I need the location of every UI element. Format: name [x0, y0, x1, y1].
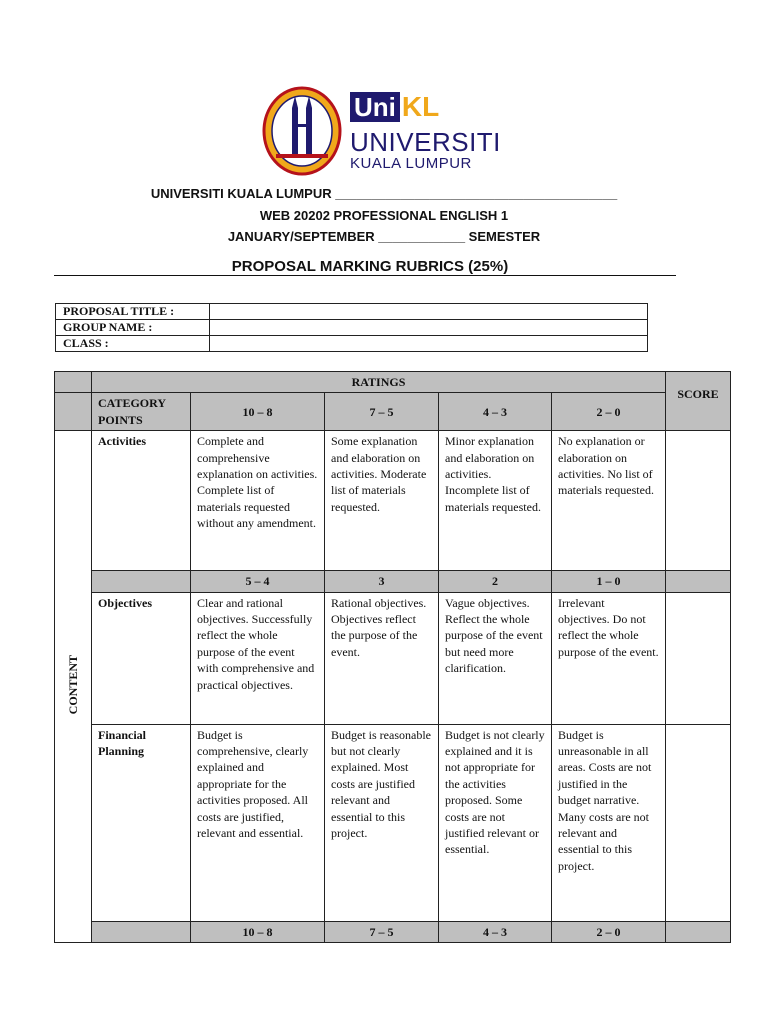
- activities-desc-4: No explanation or elaboration on activities. No list of materials requested.: [552, 431, 666, 571]
- scale-c-2: 7 – 5: [325, 921, 439, 942]
- scale-c-3: 4 – 3: [439, 921, 552, 942]
- brand-line2: KUALA LUMPUR: [350, 155, 472, 172]
- category-points-label: CATEGORY POINTS: [92, 393, 191, 431]
- scale-b-1: 5 – 4: [191, 571, 325, 592]
- financial-desc-4: Budget is unreasonable in all areas. Costs are not justified in the budget narrative. Many costs are not relevant and essential to this project.: [552, 724, 666, 921]
- scale-b-2: 3: [325, 571, 439, 592]
- class-field[interactable]: [210, 336, 648, 352]
- financial-row: [55, 724, 731, 921]
- brand-wordmark: [350, 91, 501, 172]
- corner-cell: [55, 372, 92, 393]
- content-section-label: CONTENT: [65, 654, 80, 715]
- points-header-row: [55, 393, 731, 431]
- scale-c-score-blank: [666, 921, 731, 942]
- score-label: SCORE: [666, 372, 731, 431]
- activities-desc-1: Complete and comprehensive explanation on activities. Complete list of materials requested without any amendment.: [191, 431, 325, 571]
- financial-desc-3: Budget is not clearly explained and it is not appropriate for the activities proposed. Some costs are not justified relevant or essential.: [439, 724, 552, 921]
- scale-b-4: 1 – 0: [552, 571, 666, 592]
- university-seal-icon: [262, 86, 342, 176]
- activities-desc-2: Some explanation and elaboration on activities. Moderate list of materials requested.: [325, 431, 439, 571]
- group-name-field[interactable]: [210, 320, 648, 336]
- brand-kl: KL: [401, 91, 440, 122]
- activities-desc-3: Minor explanation and elaboration on activities. Incomplete list of materials requested.: [439, 431, 552, 571]
- group-name-label: GROUP NAME :: [56, 320, 210, 336]
- proposal-title-label: PROPOSAL TITLE :: [56, 304, 210, 320]
- rubric-table: [54, 371, 731, 943]
- objectives-score[interactable]: [666, 592, 731, 724]
- scale-a-2: 7 – 5: [325, 393, 439, 431]
- class-label: CLASS :: [56, 336, 210, 352]
- activities-row: [55, 431, 731, 571]
- header-semester: JANUARY/SEPTEMBER ____________ SEMESTER: [227, 229, 541, 244]
- info-row-title: [56, 304, 648, 320]
- scale-b-score-blank: [666, 571, 731, 592]
- financial-score[interactable]: [666, 724, 731, 921]
- scale-a-1: 10 – 8: [191, 393, 325, 431]
- proposal-info-table: [55, 303, 648, 352]
- scale-c-1: 10 – 8: [191, 921, 325, 942]
- scale-b-3: 2: [439, 571, 552, 592]
- objectives-desc-2: Rational objectives. Objectives reflect the purpose of the event.: [325, 592, 439, 724]
- objectives-desc-3: Vague objectives. Reflect the whole purpose of the event but need more clarification.: [439, 592, 552, 724]
- title-divider: [54, 275, 676, 276]
- scale-c-blank: [92, 921, 191, 942]
- financial-desc-2: Budget is reasonable but not clearly explained. Most costs are justified relevant and essential to this project.: [325, 724, 439, 921]
- scale-a-4: 2 – 0: [552, 393, 666, 431]
- ratings-label: RATINGS: [92, 372, 666, 393]
- objectives-desc-1: Clear and rational objectives. Successfully reflect the whole purpose of the event with comprehensive and practical objectives.: [191, 592, 325, 724]
- scale-b-row: [55, 571, 731, 592]
- activities-label: Activities: [92, 431, 191, 571]
- proposal-title-field[interactable]: [210, 304, 648, 320]
- objectives-label: Objectives: [92, 592, 191, 724]
- brand-line1: UNIVERSITI: [350, 127, 501, 157]
- scale-c-row: [55, 921, 731, 942]
- ratings-header-row: [55, 372, 731, 393]
- scale-b-blank: [92, 571, 191, 592]
- financial-desc-1: Budget is comprehensive, clearly explained and appropriate for the activities proposed. All costs are justified, relevant and essential.: [191, 724, 325, 921]
- page-title: PROPOSAL MARKING RUBRICS (25%): [231, 258, 509, 275]
- info-row-group: [56, 320, 648, 336]
- header-course: WEB 20202 PROFESSIONAL ENGLISH 1: [259, 208, 509, 223]
- scale-a-3: 4 – 3: [439, 393, 552, 431]
- corner-cell-2: [55, 393, 92, 431]
- university-logo: [262, 86, 501, 176]
- scale-c-4: 2 – 0: [552, 921, 666, 942]
- activities-score[interactable]: [666, 431, 731, 571]
- financial-label: Financial Planning: [92, 724, 191, 921]
- objectives-desc-4: Irrelevant objectives. Do not reflect the whole purpose of the event.: [552, 592, 666, 724]
- header-university: UNIVERSITI KUALA LUMPUR _______________________________________: [150, 186, 618, 201]
- objectives-row: [55, 592, 731, 724]
- info-row-class: [56, 336, 648, 352]
- content-section-cell: [55, 431, 92, 943]
- brand-uni: Uni: [350, 92, 400, 122]
